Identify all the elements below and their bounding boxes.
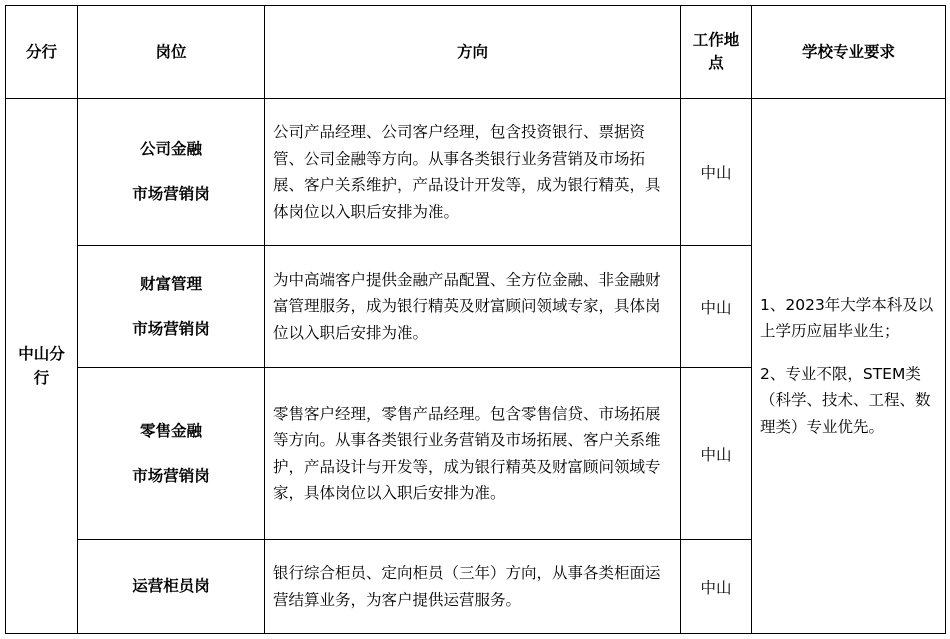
- header-requirements: 学校专业要求: [752, 6, 946, 99]
- header-branch: 分行: [6, 6, 78, 99]
- direction-cell: 为中高端客户提供金融产品配置、全方位金融、非金融财富管理服务，成为银行精英及财富顾问领域专家，具体岗位以入职后安排为准。: [265, 246, 681, 368]
- header-location-line1: 工作地: [692, 31, 740, 49]
- direction-cell: 零售客户经理，零售产品经理。包含零售信贷、市场拓展等方向。从事各类银行业务营销及市场拓展、客户关系维护，产品设计与开发等，成为银行精英及财富顾问领域专家，具体岗位以入职后安排为准。: [265, 368, 681, 540]
- table-row: [6, 99, 946, 246]
- post-line2: 市场营销岗: [132, 319, 210, 338]
- post-cell: [78, 246, 265, 368]
- post-cell: [78, 540, 265, 634]
- post-line2: 市场营销岗: [132, 185, 210, 203]
- header-location-line2: 点: [708, 54, 724, 72]
- post-cell: [78, 368, 265, 540]
- post-line2: 市场营销岗: [132, 466, 210, 485]
- post-cell: [78, 99, 265, 246]
- post-line1: 公司金融: [139, 140, 202, 158]
- header-direction: 方向: [265, 6, 681, 99]
- recruitment-table: [5, 5, 946, 634]
- location-cell: 中山: [681, 540, 752, 634]
- header-post: 岗位: [78, 6, 265, 99]
- direction-cell: 公司产品经理、公司客户经理，包含投资银行、票据资管、公司金融等方向。从事各类银行业务营销及市场拓展、客户关系维护，产品设计开发等，成为银行精英，具体岗位以入职后安排为准。: [265, 99, 681, 246]
- post-line1: 运营柜员岗: [132, 577, 210, 595]
- location-cell: 中山: [681, 246, 752, 368]
- requirement-item-1: 1、2023年大学本科及以上学历应届毕业生；: [760, 295, 934, 341]
- location-cell: 中山: [681, 99, 752, 246]
- requirements-cell: [752, 99, 946, 634]
- branch-cell: [6, 99, 78, 634]
- header-location: [681, 6, 752, 99]
- branch-line1: 中山分: [18, 345, 65, 363]
- location-cell: 中山: [681, 368, 752, 540]
- direction-cell: 银行综合柜员、定向柜员（三年）方向，从事各类柜面运营结算业务，为客户提供运营服务。: [265, 540, 681, 634]
- requirement-item-2: 2、专业不限，STEM类（科学、技术、工程、数理类）专业优先。: [760, 364, 931, 436]
- branch-line2: 行: [33, 369, 50, 387]
- post-line1: 财富管理: [139, 274, 202, 293]
- header-row: [6, 6, 946, 99]
- post-line1: 零售金融: [139, 421, 202, 440]
